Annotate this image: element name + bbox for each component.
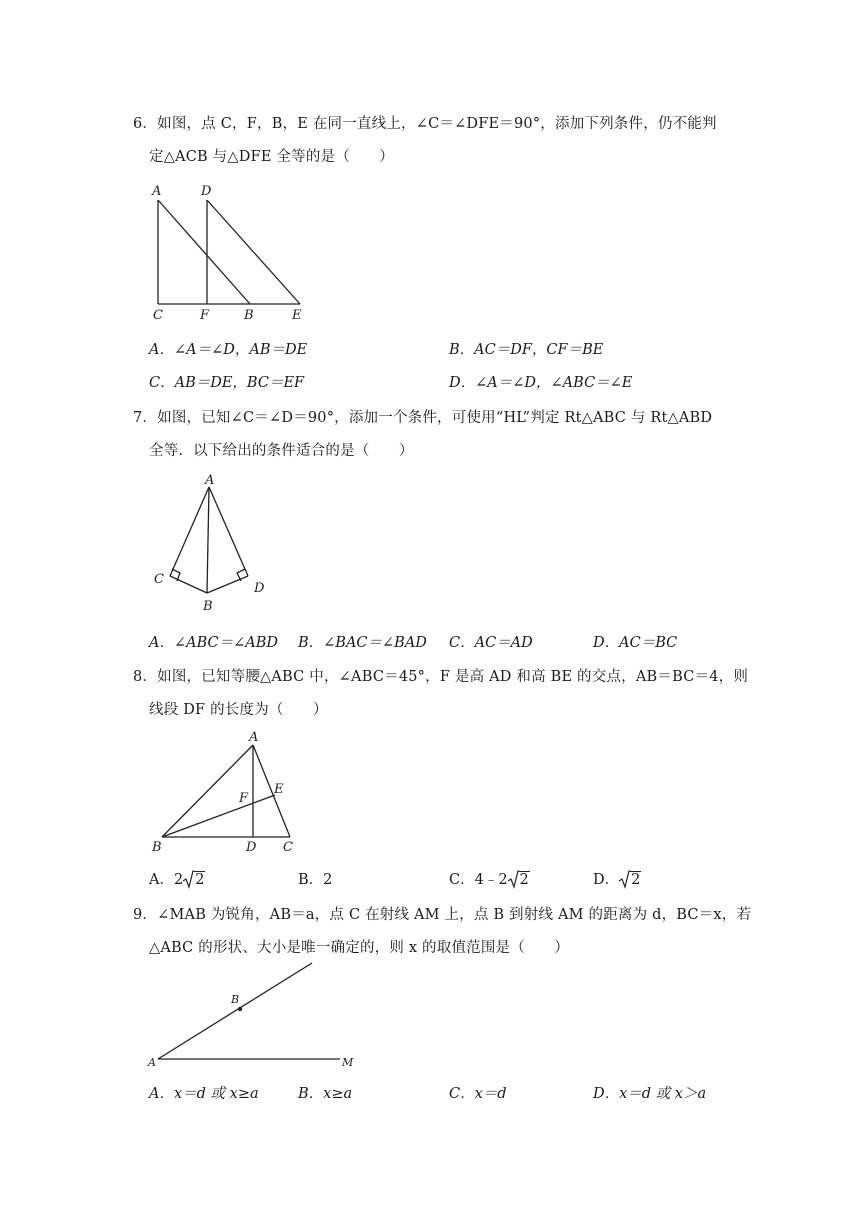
sqrt-icon (183, 872, 205, 888)
q6-option-a[interactable]: A．∠A＝∠D，AB＝DE (149, 342, 308, 358)
q8-label-B: B (152, 840, 162, 855)
q8-option-d-radicand: 2 (631, 872, 641, 888)
q6-label-F: F (200, 308, 210, 323)
q7-stem-line2: 全等．以下给出的条件适合的是（ ） (149, 443, 414, 459)
q8-label-E: E (274, 782, 284, 797)
q7-label-C: C (154, 572, 164, 587)
q6-label-C: C (153, 308, 163, 323)
sqrt-icon (508, 872, 530, 888)
sqrt-icon (619, 872, 641, 888)
q7-figure (150, 470, 290, 620)
q9-option-b[interactable]: B．x≥a (298, 1086, 353, 1102)
q9-stem-line1: 9．∠MAB 为锐角，AB＝a，点 C 在射线 AM 上，点 B 到射线 AM 的距离为 d，BC＝x，若 (133, 907, 752, 923)
q8-stem-line2: 线段 DF 的长度为（ ） (149, 702, 328, 718)
q9-label-B: B (231, 993, 240, 1006)
q8-option-d[interactable] (593, 868, 641, 889)
q7-label-A: A (205, 473, 215, 488)
q8-label-A: A (249, 730, 259, 745)
q6-stem-line1: 6．如图，点 C，F，B，E 在同一直线上，∠C＝∠DFE＝90°，添加下列条件，仍不能判 (133, 116, 717, 132)
q6-label-B: B (244, 308, 254, 323)
q8-label-D: D (246, 840, 257, 855)
q7-label-D: D (254, 581, 265, 596)
q8-option-c-radicand: 2 (519, 872, 529, 888)
q8-figure (150, 728, 310, 858)
q9-point-B (238, 1007, 242, 1011)
q9-option-c[interactable]: C．x＝d (449, 1086, 507, 1102)
q8-option-b[interactable]: B．2 (298, 872, 333, 888)
q9-option-d[interactable]: D．x＝d 或 x＞a (593, 1086, 707, 1102)
q8-label-F: F (239, 791, 249, 806)
q7-stem-line1: 7．如图，已知∠C＝∠D＝90°，添加一个条件，可使用“HL”判定 Rt△ABC 与 Rt△ABD (133, 410, 713, 426)
q8-option-a[interactable] (149, 868, 205, 889)
q6-label-E: E (292, 308, 302, 323)
q6-figure (145, 178, 345, 328)
q6-option-d[interactable]: D．∠A＝∠D，∠ABC＝∠E (449, 375, 633, 391)
q7-option-b[interactable]: B．∠BAC＝∠BAD (298, 635, 427, 651)
q7-label-B: B (203, 599, 213, 614)
q8-option-a-prefix: A．2 (149, 872, 184, 888)
q7-option-a[interactable]: A．∠ABC＝∠ABD (149, 635, 279, 651)
q7-option-c[interactable]: C．AC＝AD (449, 635, 533, 651)
q9-figure (145, 958, 375, 1078)
q6-stem-line2: 定△ACB 与△DFE 全等的是（ ） (149, 149, 395, 165)
q8-stem-line1: 8．如图，已知等腰△ABC 中，∠ABC＝45°，F 是高 AD 和高 BE 的交点，AB＝BC＝4，则 (133, 669, 749, 685)
q6-option-b[interactable]: B．AC＝DF，CF＝BE (449, 342, 604, 358)
q6-label-A: A (152, 184, 162, 199)
q8-label-C: C (283, 840, 293, 855)
q8-option-a-radicand: 2 (195, 872, 205, 888)
q8-option-c-prefix: C．4﹣2 (449, 872, 508, 888)
q9-label-M: M (342, 1056, 354, 1069)
q7-option-d[interactable]: D．AC＝BC (593, 635, 678, 651)
q9-stem-line2: △ABC 的形状、大小是唯一确定的，则 x 的取值范围是（ ） (149, 940, 570, 956)
q6-label-D: D (201, 184, 212, 199)
q6-option-c[interactable]: C．AB＝DE，BC＝EF (149, 375, 305, 391)
q8-option-d-prefix: D． (593, 872, 620, 888)
q9-label-A: A (148, 1056, 156, 1069)
q8-option-c[interactable] (449, 868, 530, 889)
q9-option-a[interactable]: A．x＝d 或 x≥a (149, 1086, 259, 1102)
